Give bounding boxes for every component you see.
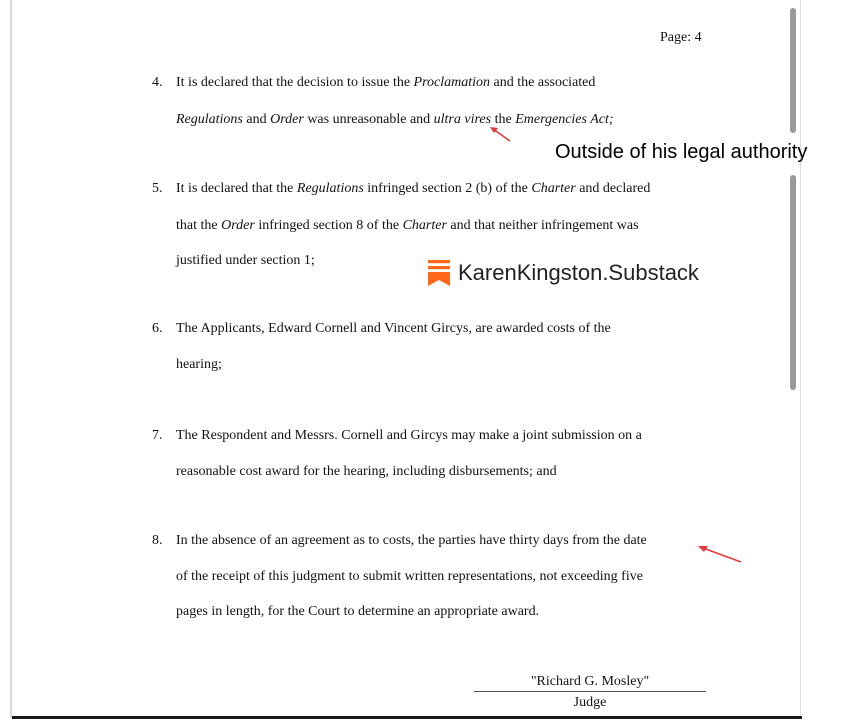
page-left-edge [10, 0, 12, 718]
item-line: justified under section 1; [176, 253, 315, 268]
annotation-arrow-icon [488, 124, 512, 144]
watermark-text: KarenKingston.Substack [458, 260, 699, 285]
signature-block [474, 674, 706, 712]
item-line: of the receipt of this judgment to submit written representations, not exceeding five [176, 569, 643, 584]
item-number: 5. [152, 181, 163, 196]
page-right-edge [800, 0, 801, 718]
substack-logo-icon [428, 260, 450, 286]
item-line: The Respondent and Messrs. Cornell and Gircys may make a joint submission on a [176, 428, 642, 443]
item-line: that the Order infringed section 8 of the Charter and that neither infringement was [176, 218, 639, 233]
item-line: hearing; [176, 357, 222, 372]
item-number: 4. [152, 75, 163, 90]
item-line: Regulations and Order was unreasonable and ultra vires the Emergencies Act; [176, 112, 614, 127]
annotation-arrow-icon-secondary [696, 542, 744, 566]
page-number: Page: 4 [660, 30, 702, 45]
item-line: reasonable cost award for the hearing, including disbursements; and [176, 464, 557, 479]
item-line: The Applicants, Edward Cornell and Vincent Gircys, are awarded costs of the [176, 321, 611, 336]
judge-signature: "Richard G. Mosley" [474, 674, 706, 692]
substack-watermark [428, 260, 699, 286]
judge-title: Judge [573, 695, 607, 710]
scrollbar-thumb[interactable] [790, 8, 796, 133]
scrollbar-thumb-secondary[interactable] [790, 175, 796, 390]
page-bottom-edge [12, 716, 802, 719]
item-line: It is declared that the Regulations infringed section 2 (b) of the Charter and declared [176, 181, 651, 196]
item-line: It is declared that the decision to issue the Proclamation and the associated [176, 75, 596, 90]
annotation-text: Outside of his legal authority [555, 141, 808, 163]
item-number: 7. [152, 428, 163, 443]
item-line: In the absence of an agreement as to costs, the parties have thirty days from the date [176, 533, 647, 548]
arrow-shaft [703, 548, 741, 562]
item-number: 6. [152, 321, 163, 336]
item-line: pages in length, for the Court to determine an appropriate award. [176, 604, 540, 619]
item-number: 8. [152, 533, 163, 548]
